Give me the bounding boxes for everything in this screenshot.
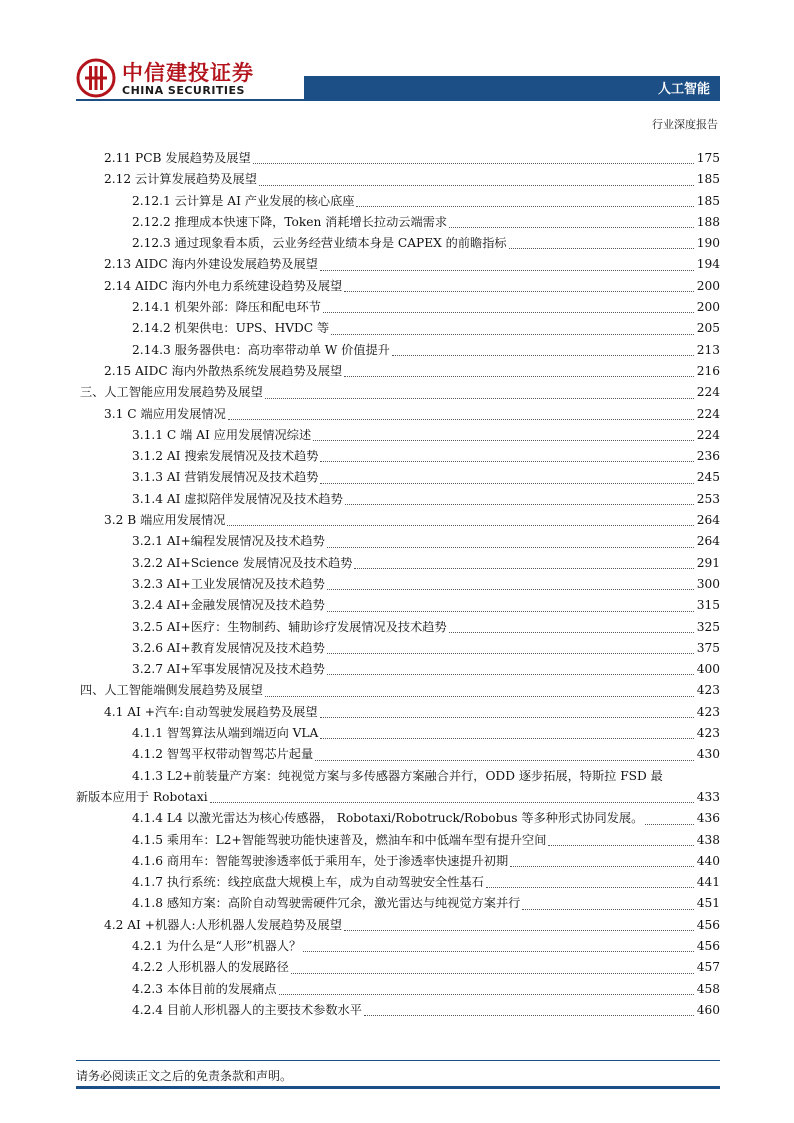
toc-dot-leader [327, 525, 698, 547]
toc-dot-leader [265, 376, 698, 398]
toc-entry-title: 2.14 AIDC 海内外电力系统建设趋势及展望 [104, 276, 344, 297]
toc-page-number: 430 [695, 744, 720, 765]
toc-dot-leader [279, 973, 698, 995]
toc-page-number: 436 [695, 808, 720, 829]
toc-page-number: 291 [695, 553, 720, 574]
toc-page-number: 325 [695, 617, 720, 638]
toc-entry-title: 2.15 AIDC 海内外散热系统发展趋势及展望 [104, 361, 344, 382]
toc-dot-leader [344, 355, 698, 377]
china-securities-emblem-icon [76, 58, 116, 98]
toc-page-number: 300 [695, 574, 720, 595]
toc-dot-leader [356, 185, 698, 207]
toc-dot-leader [320, 696, 698, 718]
toc-entry-title: 2.12.3 通过现象看本质，云业务经营业绩本身是 CAPEX 的前瞻指标 [132, 233, 509, 254]
toc-page-number: 423 [695, 680, 720, 701]
toc-entry-title: 4.2 AI +机器人:人形机器人发展趋势及展望 [104, 915, 344, 936]
toc-dot-leader [364, 994, 698, 1016]
toc-entry-title: 3.1.4 AI 虚拟陪伴发展情况及技术趋势 [132, 489, 345, 510]
toc-page-number: 245 [695, 467, 720, 488]
toc-dot-leader [259, 163, 698, 185]
toc-dot-leader [210, 781, 698, 803]
toc-entry-title: 3.2.5 AI+医疗：生物制药、辅助诊疗发展情况及技术趋势 [132, 617, 449, 638]
toc-dot-leader [320, 461, 698, 483]
toc-entry-title: 3.1 C 端应用发展情况 [104, 404, 228, 425]
toc-dot-leader [509, 227, 698, 249]
toc-page-number: 253 [695, 489, 720, 510]
logo-english-name: CHINA SECURITIES [122, 84, 245, 97]
toc-dot-leader [354, 547, 698, 569]
toc-page-number: 188 [695, 212, 720, 233]
toc-dot-leader [510, 845, 698, 867]
logo-chinese-name: 中信建投证券 [122, 61, 254, 85]
header-divider [76, 99, 720, 101]
toc-page-number: 423 [695, 702, 720, 723]
toc-entry-title: 4.2.2 人形机器人的发展路径 [132, 957, 291, 978]
toc-entry[interactable] [76, 744, 720, 765]
toc-dot-leader [320, 440, 698, 462]
toc-entry-title: 2.14.3 服务器供电：高功率带动单 W 价值提升 [132, 340, 392, 361]
toc-page-number: 458 [695, 979, 720, 1000]
toc-dot-leader [313, 419, 698, 441]
toc-page-number: 200 [695, 297, 720, 318]
toc-page-number: 438 [695, 830, 720, 851]
toc-dot-leader [344, 909, 698, 931]
toc-dot-leader [303, 930, 698, 952]
toc-dot-leader [327, 589, 698, 611]
toc-dot-leader [327, 568, 698, 590]
toc-entry-title: 3.1.1 C 端 AI 应用发展情况综述 [132, 425, 313, 446]
toc-entry-title: 3.2.1 AI+编程发展情况及技术趋势 [132, 531, 327, 552]
toc-page-number: 375 [695, 638, 720, 659]
toc-dot-leader [253, 142, 698, 164]
toc-entry-title: 2.13 AIDC 海内外建设发展趋势及展望 [104, 254, 320, 275]
toc-page-number: 205 [695, 318, 720, 339]
toc-page-number: 200 [695, 276, 720, 297]
toc-entry-title: 2.12.1 云计算是 AI 产业发展的核心底座 [132, 191, 356, 212]
toc-page-number: 460 [695, 1000, 720, 1021]
toc-page-number: 400 [695, 659, 720, 680]
toc-page-number: 264 [695, 531, 720, 552]
toc-page-number: 236 [695, 446, 720, 467]
toc-entry-title: 4.2.3 本体目前的发展痛点 [132, 979, 279, 1000]
toc-page-number: 441 [695, 872, 720, 893]
footer-disclaimer: 请务必阅读正文之后的免责条款和声明。 [76, 1069, 293, 1083]
toc-entry-title: 3.2.2 AI+Science 发展情况及技术趋势 [132, 553, 354, 574]
toc-dot-leader [486, 866, 698, 888]
toc-entry-title: 3.1.3 AI 营销发展情况及技术趋势 [132, 467, 320, 488]
toc-page-number: 451 [695, 893, 720, 914]
toc-page-number: 315 [695, 595, 720, 616]
toc-page-number: 190 [695, 233, 720, 254]
toc-dot-leader [327, 632, 698, 654]
toc-entry-title: 4.2.1 为什么是“人形”机器人？ [132, 936, 303, 957]
toc-page-number: 456 [695, 915, 720, 936]
toc-entry-title: 4.1.6 商用车：智能驾驶渗透率低于乘用车，处于渗透率快速提升初期 [132, 851, 510, 872]
toc-entry-title: 4.1.5 乘用车：L2+智能驾驶功能快速普及，燃油车和中低端车型有提升空间 [132, 830, 548, 851]
toc-entry-title: 3.1.2 AI 搜索发展情况及技术趋势 [132, 446, 320, 467]
toc-page-number: 185 [695, 169, 720, 190]
toc-page-number: 224 [695, 404, 720, 425]
toc-page-number: 224 [695, 382, 720, 403]
toc-entry-title-continued: 新版本应用于 Robotaxi [76, 787, 210, 808]
toc-page-number: 456 [695, 936, 720, 957]
toc-dot-leader [449, 206, 698, 228]
toc-entry-title: 2.12 云计算发展趋势及展望 [104, 169, 259, 190]
toc-page-number: 423 [695, 723, 720, 744]
toc-dot-leader [548, 824, 698, 846]
toc-entry-title: 2.14.2 机架供电：UPS、HVDC 等 [132, 318, 331, 339]
footer-divider-thick [76, 1086, 720, 1089]
toc-page-number: 185 [695, 191, 720, 212]
toc-entry-title: 2.12.2 推理成本快速下降，Token 消耗增长拉动云端需求 [132, 212, 449, 233]
toc-page-number: 175 [695, 148, 720, 169]
toc-dot-leader [345, 483, 698, 505]
toc-dot-leader [315, 738, 698, 760]
toc-entry-title: 3.2.4 AI+金融发展情况及技术趋势 [132, 595, 327, 616]
footer-divider-thin [76, 1060, 720, 1061]
toc-dot-leader [522, 887, 698, 909]
toc-dot-leader [449, 611, 698, 633]
report-type-label: 行业深度报告 [652, 118, 718, 131]
toc-entry-title: 三、人工智能应用发展趋势及展望 [80, 382, 265, 403]
toc-dot-leader [228, 398, 698, 420]
toc-dot-leader [344, 270, 698, 292]
toc-entry[interactable] [76, 1000, 720, 1021]
toc-dot-leader [331, 312, 698, 334]
toc-entry-title: 4.1 AI +汽车:自动驾驶发展趋势及展望 [104, 702, 320, 723]
toc-dot-leader [320, 717, 698, 739]
toc-page-number: 194 [695, 254, 720, 275]
toc-entry-title: 四、人工智能端侧发展趋势及展望 [80, 680, 265, 701]
toc-entry-title: 4.1.1 智驾算法从端到端迈向 VLA [132, 723, 320, 744]
toc-entry-title: 4.2.4 目前人形机器人的主要技术参数水平 [132, 1000, 364, 1021]
toc-entry-title: 3.2.6 AI+教育发展情况及技术趋势 [132, 638, 327, 659]
toc-page-number: 224 [695, 425, 720, 446]
toc-dot-leader [291, 951, 698, 973]
toc-page-number: 264 [695, 510, 720, 531]
toc-entry-title: 4.1.3 L2+前装量产方案：纯视觉方案与多传感器方案融合并行，ODD 逐步拓展，特斯拉 FSD 最 [132, 768, 663, 783]
toc-dot-leader [227, 504, 698, 526]
company-logo [76, 56, 276, 100]
header-section-bar [304, 76, 720, 99]
table-of-contents [76, 148, 720, 1021]
toc-dot-leader [265, 674, 698, 696]
section-label: 人工智能 [657, 82, 710, 97]
toc-entry-title: 4.1.4 L4 以激光雷达为核心传感器， Robotaxi/Robotruck/Robobus 等多种形式协同发展。 [132, 808, 645, 829]
toc-entry-title: 4.1.7 执行系统：线控底盘大规模上车，成为自动驾驶安全性基石 [132, 872, 486, 893]
toc-entry-title: 2.11 PCB 发展趋势及展望 [104, 148, 253, 169]
toc-entry-title: 4.1.2 智驾平权带动智驾芯片起量 [132, 744, 315, 765]
toc-entry-title: 2.14.1 机架外部：降压和配电环节 [132, 297, 323, 318]
toc-page-number: 457 [695, 957, 720, 978]
toc-entry-title: 3.2.7 AI+军事发展情况及技术趋势 [132, 659, 327, 680]
toc-dot-leader [392, 334, 698, 356]
toc-entry-title: 4.1.8 感知方案：高阶自动驾驶需硬件冗余，激光雷达与纯视觉方案并行 [132, 893, 522, 914]
toc-page-number: 216 [695, 361, 720, 382]
toc-dot-leader [320, 248, 698, 270]
toc-entry-title: 3.2.3 AI+工业发展情况及技术趋势 [132, 574, 327, 595]
toc-dot-leader [327, 653, 698, 675]
toc-entry[interactable] [76, 766, 720, 809]
toc-dot-leader [323, 291, 698, 313]
toc-page-number: 433 [695, 787, 720, 808]
toc-page-number: 213 [695, 340, 720, 361]
toc-entry-title: 3.2 B 端应用发展情况 [104, 510, 227, 531]
toc-dot-leader [645, 802, 698, 824]
toc-page-number: 440 [695, 851, 720, 872]
